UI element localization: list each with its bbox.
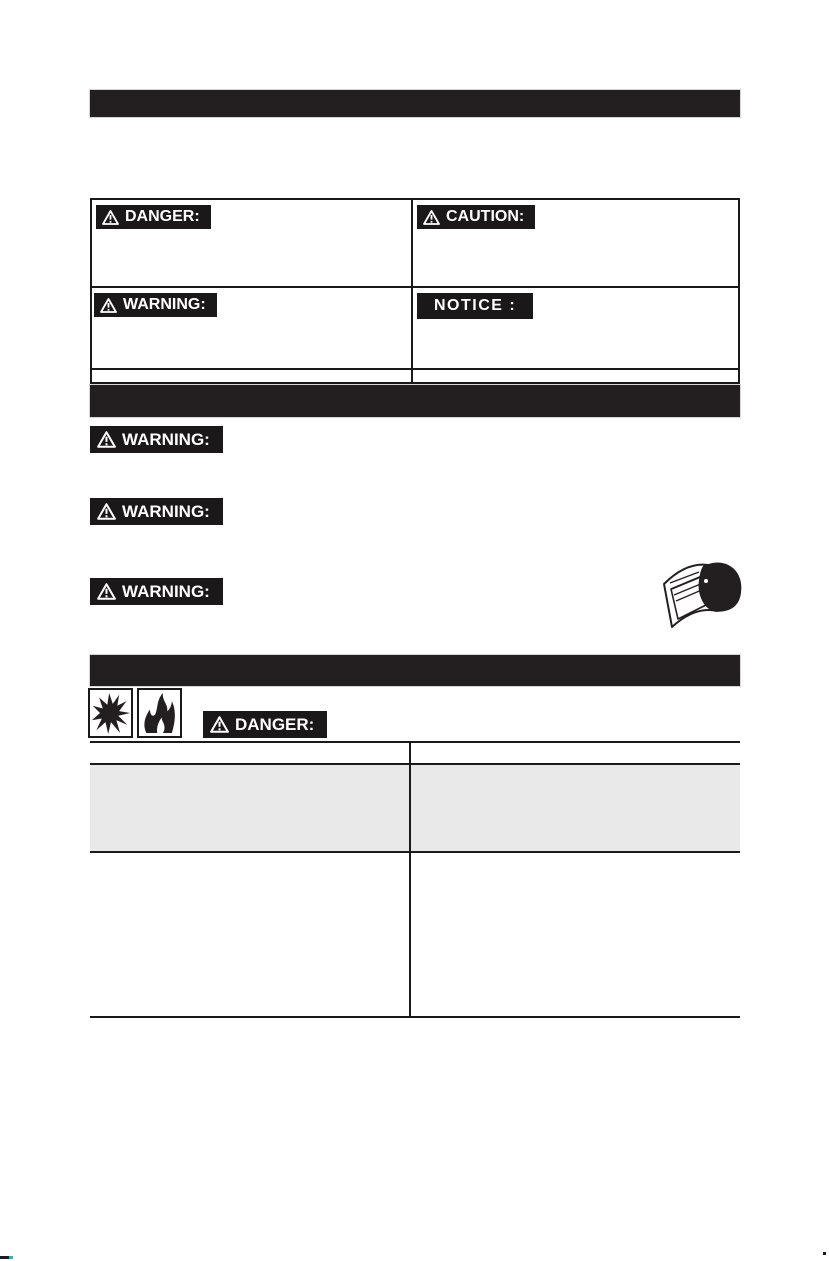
scan-mark-bottom-right xyxy=(823,1252,826,1255)
notice-badge-label: NOTICE : xyxy=(434,297,517,314)
scan-mark-bottom-left-color xyxy=(9,1256,13,1259)
hazard-danger-badge xyxy=(203,711,327,738)
hazard-header-left xyxy=(90,743,411,765)
warning-triangle-icon xyxy=(97,431,116,448)
section-header-bar-safety xyxy=(90,385,740,417)
caution-badge xyxy=(417,205,535,229)
warning-badge xyxy=(94,293,217,317)
scan-mark-bottom-left xyxy=(0,1256,9,1259)
danger-badge xyxy=(96,205,211,229)
warning-callout-label: WARNING: xyxy=(122,501,210,521)
explosion-icon xyxy=(88,688,133,738)
hazard-row2-left xyxy=(90,853,411,1018)
warning-callout-2 xyxy=(90,498,223,525)
fire-icon xyxy=(137,688,182,738)
warning-triangle-icon xyxy=(210,716,229,733)
hazard-row1-right xyxy=(411,765,740,853)
signal-cell-empty-right xyxy=(413,370,738,382)
signal-cell-empty-left xyxy=(92,370,413,382)
warning-callout-3 xyxy=(90,578,223,605)
section-header-bar-top xyxy=(90,90,740,117)
signal-cell-danger xyxy=(92,200,413,288)
warning-callout-label: WARNING: xyxy=(122,429,210,449)
hazard-danger-badge-label: DANGER: xyxy=(235,714,315,734)
warning-callout-label: WARNING: xyxy=(122,581,210,601)
warning-triangle-icon xyxy=(97,583,116,600)
hazard-row1-left xyxy=(90,765,411,853)
warning-triangle-icon xyxy=(97,503,116,520)
warning-badge-label: WARNING: xyxy=(123,296,206,313)
warning-triangle-icon xyxy=(100,298,117,313)
warning-callout-1 xyxy=(90,426,223,453)
signal-word-table xyxy=(90,198,740,384)
caution-badge-label: CAUTION: xyxy=(446,208,525,225)
hazard-table xyxy=(90,741,740,1018)
signal-cell-caution xyxy=(413,200,738,288)
warning-triangle-icon xyxy=(102,210,119,225)
hazard-header-right xyxy=(411,743,740,765)
read-manual-book-icon xyxy=(659,548,749,639)
notice-badge xyxy=(417,293,533,319)
danger-badge-label: DANGER: xyxy=(125,208,200,225)
signal-cell-notice xyxy=(413,288,738,370)
section-header-bar-hazard xyxy=(90,655,740,686)
signal-cell-warning xyxy=(92,288,413,370)
hazard-row2-right xyxy=(411,853,740,1018)
warning-triangle-icon xyxy=(423,210,440,225)
